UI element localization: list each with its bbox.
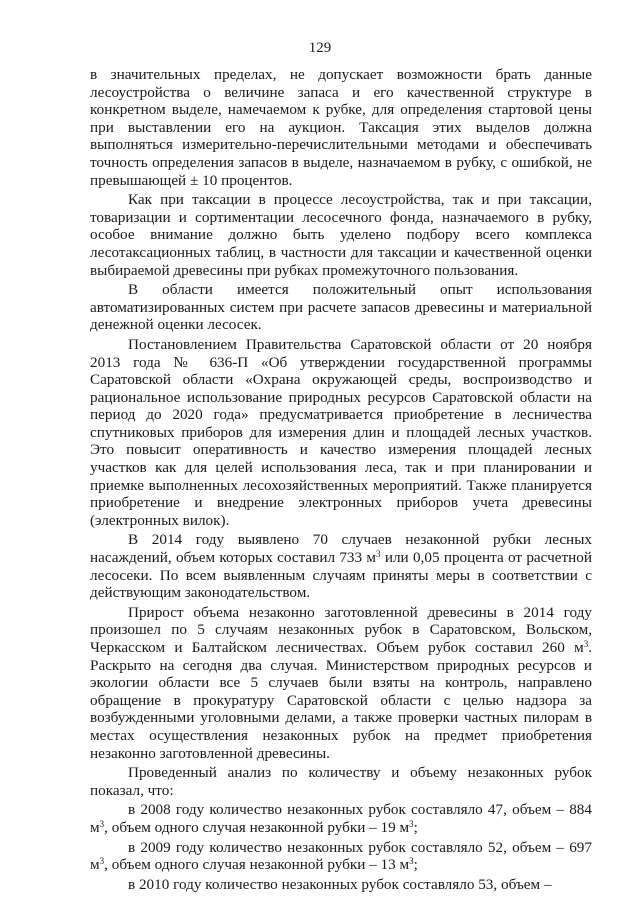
- superscript: 3: [99, 818, 105, 829]
- paragraph-text: Как при таксации в процессе лесоустройства, так и при таксации, товаризации и сортиментации лесосечного фонда, назначаемого в рубку, особое внимание должно быть уделено подбору всего комплекса лесотаксационных таблиц, в частности для таксации и качественной оценки выбираемой древесины при рубках промежуточного пользования.: [90, 191, 592, 279]
- paragraph-p6: [90, 604, 592, 762]
- paragraph-text: , объем одного случая незаконной рубки – 19 м: [104, 818, 410, 836]
- paragraph-text: Прирост объема незаконно заготовленной древесины в 2014 году произошел по 5 случаям незаконных рубок в Саратовском, Вольском, Черкасском и Балтайском лесничествах. Объем рубок составил 260 м: [90, 603, 592, 656]
- paragraph-p7: [90, 764, 592, 799]
- paragraph-p5: [90, 531, 592, 601]
- paragraph-text: ;: [413, 818, 418, 836]
- paragraph-text: в 2009 году количество незаконных рубок составляло 52, объем – 697 м: [90, 838, 592, 874]
- superscript: 3: [409, 856, 414, 867]
- paragraph-p8: [90, 801, 592, 836]
- paragraph-text: в 2008 году количество незаконных рубок составляло 47, объем – 884 м: [90, 801, 592, 836]
- paragraph-text: . Раскрыто на сегодня два случая. Министерством природных ресурсов и экологии области все 5 случаев были взяты на контроль, направлено обращение в прокуратуру Саратовской области с целью надзора за возбужденными уголовными делами, а также проверки частных пилорам в местах осуществления незаконных рубок на предмет приобретения незаконно заготовленной древесины.: [90, 639, 592, 762]
- paragraph-text: ;: [413, 856, 418, 874]
- document-body: [90, 66, 592, 893]
- paragraph-p9: [90, 839, 592, 874]
- paragraph-p2: [90, 191, 592, 279]
- paragraph-p1: [90, 66, 592, 189]
- superscript: 3: [376, 549, 381, 560]
- page-number: 129: [308, 40, 332, 56]
- superscript: 3: [409, 818, 414, 829]
- paragraph-text: В 2014 году выявлено 70 случаев незаконной рубки лесных насаждений, объем которых составил 733 м: [90, 531, 592, 567]
- paragraph-text: Постановлением Правительства Саратовской области от 20 ноября 2013 года № 636-П «Об утверждении государственной программы Саратовской области «Охрана окружающей среды, воспроизводство и рациональное использование природных ресурсов Саратовской области на период до 2020 года» предусматривается приобретение в лесничества спутниковых приборов для измерения длин и площадей лесных участков. Это повысит оперативность и качество измерения площадей лесных участков как для целей использования леса, так и при планировании и приемке выполненных лесохозяйственных мероприятий. Также планируется приобретение и внедрение электронных приборов учета древесины (электронных вилок).: [90, 335, 592, 529]
- paragraph-text: В области имеется положительный опыт использования автоматизированных систем при расчете запасов древесины и материальной денежной оценки лесосек.: [90, 281, 592, 334]
- paragraph-text: в значительных пределах, не допускает возможности брать данные лесоустройства о величине запаса и его качественной структуре в конкретном выделе, намечаемом к рубке, для определения стартовой цены при выставлении его на аукцион. Таксация этих выделов должна выполняться измерительно-перечислительными методами и обеспечивать точность определения запасов в выделе, назначаемом в рубку, с ошибкой, не превышающей ± 10 процентов.: [90, 66, 592, 189]
- paragraph-text: в 2010 году количество незаконных рубок составляло 53, объем –: [128, 875, 552, 893]
- superscript: 3: [99, 856, 105, 867]
- paragraph-p10: [90, 876, 592, 894]
- paragraph-text: , объем одного случая незаконной рубки – 13 м: [104, 856, 410, 874]
- paragraph-p3: [90, 281, 592, 334]
- superscript: 3: [583, 639, 589, 649]
- paragraph-p4: [90, 336, 592, 530]
- paragraph-text: Проведенный анализ по количеству и объему незаконных рубок показал, что:: [90, 764, 592, 799]
- paragraph-text: или 0,05 процента от расчетной лесосеки. По всем выявленным случаям приняты меры в соответствии с действующим законодательством.: [90, 549, 592, 602]
